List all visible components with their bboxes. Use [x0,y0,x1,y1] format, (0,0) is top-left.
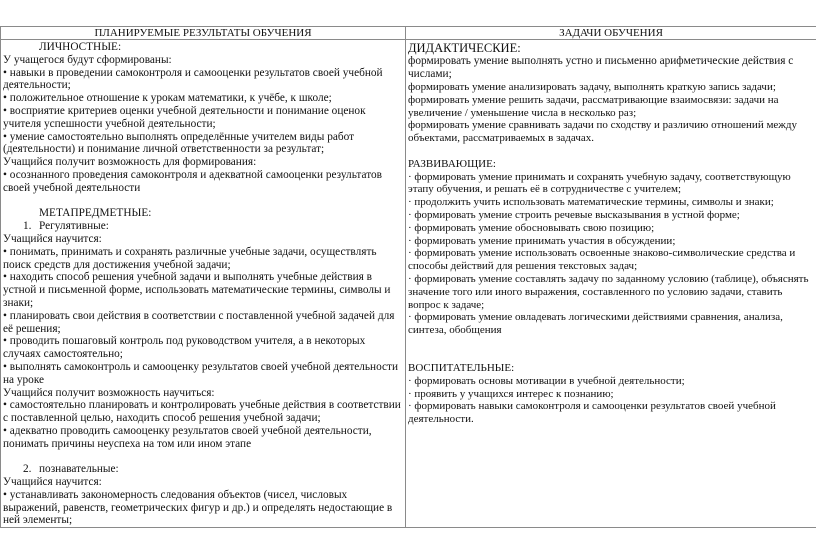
cognitive-learns: Учащийся научится: [3,476,102,489]
developing-item: · формировать умение использовать освоенные знаково-символические средства и способы действий для решения текстовых задач; [408,247,796,273]
regulative-item: • проводить пошаговый контроль под руководством учителя, а в некоторых случаях самостоятельно; [3,335,366,361]
personal-opportunity: Учащийся получит возможность для формирования: [3,156,257,169]
educational-item: · проявить у учащихся интерес к познанию; [408,387,614,400]
cognitive-number: 2. [23,463,32,476]
cognitive-heading [3,463,403,476]
regulative-opportunity: Учащийся получит возможность научиться: [3,386,215,399]
personal-item: • навыки в проведении самоконтроля и самооценки результатов своей учебной деятельности; [3,66,383,92]
regulative-item: • выполнять самоконтроль и самооценку результатов своей учебной деятельности на уроке [3,360,399,386]
developing-item: · формировать умение составлять задачу по заданному условию (таблице), объяснять значение того или иного выражения, составленного по условию задачи, ставить вопрос к задаче; [408,272,809,311]
regulative-item: • планировать свои действия в соответствии с поставленной учебной задачей для её решения; [3,309,395,335]
regulative-number: 1. [23,220,32,233]
regulative-heading [3,220,403,233]
cognitive-title: познавательные: [39,463,119,476]
personal-opportunity-item: • осознанного проведения самоконтроля и адекватной самооценки результатов своей учебной деятельности [3,168,382,194]
educational-item: · формировать основы мотивации в учебной деятельности; [408,374,685,387]
regulative-learns: Учащийся научится: [3,232,102,245]
personal-title: ЛИЧНОСТНЫЕ: [39,41,122,53]
didactic-item: формировать умение решить задачи, рассматривающие взаимосвязи: задачи на увеличение / уменьшение числа в несколько раз; [408,93,779,119]
didactic-title: ДИДАКТИЧЕСКИЕ: [408,41,521,55]
developing-item: · формировать умение принимать и сохранять учебную задачу, соответствующую этапу обучения, и решать её в сотрудничестве с учителем; [408,170,791,196]
developing-item: · формировать умение овладевать логическими действиями сравнения, анализа, синтеза, обобщения [408,311,783,337]
regulative-title: Регулятивные: [39,220,109,233]
personal-intro: У учащегося будут сформированы: [3,53,172,66]
personal-item: • восприятие критериев оценки учебной деятельности и понимание оценок учителя успешности учебной деятельности; [3,104,366,130]
content-row [1,40,816,528]
lesson-plan-table [0,26,816,528]
regulative-item: • понимать, принимать и сохранять различные учебные задачи, осуществлять поиск средств для достижения учебной задачи; [3,245,377,271]
meta-title: МЕТАПРЕДМЕТНЫЕ: [39,207,152,220]
header-row [1,27,816,40]
educational-title: ВОСПИТАТЕЛЬНЫЕ: [408,361,515,374]
personal-item: • положительное отношение к урокам математики, к учёбе, к школе; [3,92,332,105]
personal-item: • умение самостоятельно выполнять определённые учителем виды работ (деятельности) и понимание личной ответственности за результат; [3,130,355,156]
learning-tasks-cell [406,40,816,528]
planned-results-cell [1,40,406,528]
developing-item: · продолжить учить использовать математические термины, символы и знаки; [408,196,774,209]
didactic-item: формировать умение сравнивать задачи по сходству и различию отношений между объектами, рассматриваемых в задачах. [408,119,797,145]
developing-item: · формировать умение принимать участия в обсуждении; [408,234,676,247]
developing-item: · формировать умение строить речевые высказывания в устной форме; [408,208,740,221]
didactic-item: формировать умение анализировать задачу, выполнять краткую запись задачи; [408,81,776,93]
developing-item: · формировать умение обосновывать свою позицию; [408,221,655,234]
header-planned-results: ПЛАНИРУЕМЫЕ РЕЗУЛЬТАТЫ ОБУЧЕНИЯ [1,27,406,40]
header-learning-tasks: ЗАДАЧИ ОБУЧЕНИЯ [406,27,816,40]
regulative-item: • находить способ решения учебной задачи и выполнять учебные действия в устной и письменной форме, использовать математические термины, символы и знаки; [3,271,391,309]
didactic-item: формировать умение выполнять устно и письменно арифметические действия с числами; [408,55,794,80]
educational-item: · формировать навыки самоконтроля и самооценки результатов своей учебной деятельности. [408,400,776,426]
regulative-opportunity-item: • самостоятельно планировать и контролировать учебные действия в соответствии с поставленной целью, находить способ решения учебной задачи; [3,399,401,425]
developing-title: РАЗВИВАЮЩИЕ: [408,157,496,170]
regulative-opportunity-item: • адекватно проводить самооценку результатов своей учебной деятельности, понимать причины неуспеха на том или ином этапе [3,424,372,450]
cognitive-item: • устанавливать закономерность следования объектов (чисел, числовых выражений, равенств, геометрических фигур и др.) и определять недостающие в ней элементы; [3,488,393,527]
